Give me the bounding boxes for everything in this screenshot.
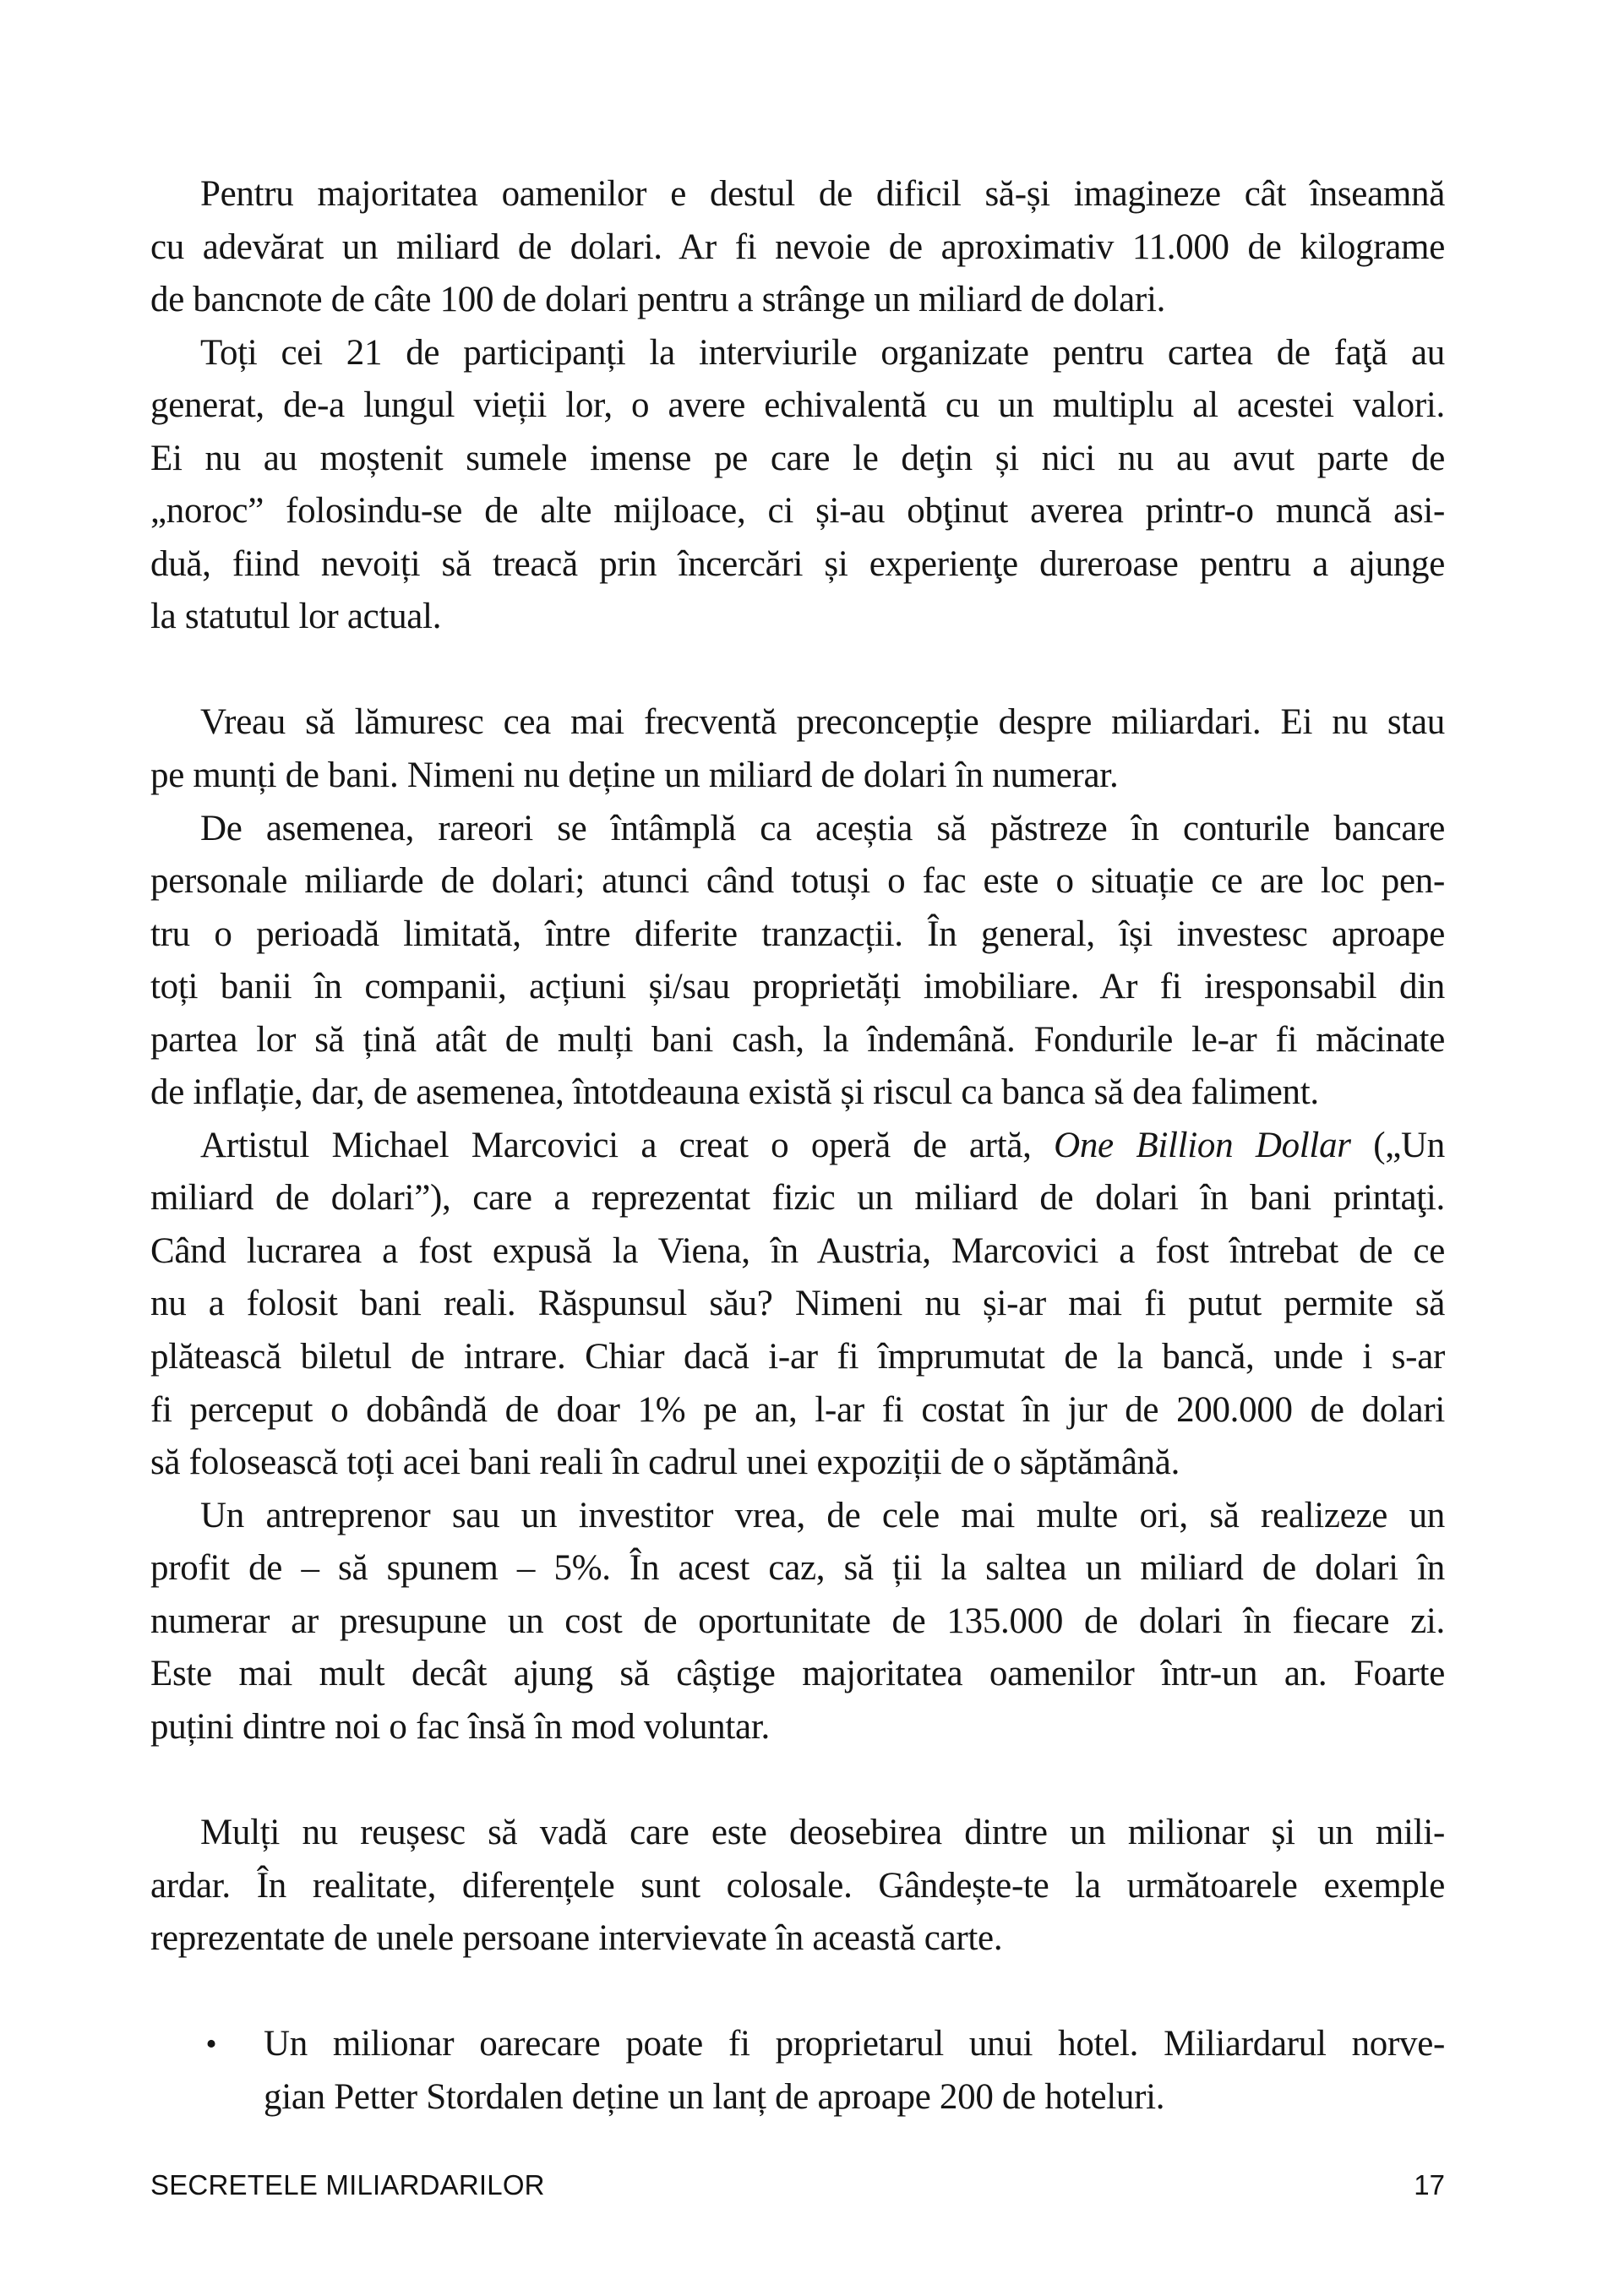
page-footer bbox=[150, 2168, 1445, 2202]
text-line: duă, fiind nevoiți să treacă prin încercări și experienţe dureroase pentru a ajunge bbox=[150, 543, 1445, 584]
text-line: profit de – să spunem – 5%. În acest caz, să ții la saltea un miliard de dolari în bbox=[150, 1548, 1445, 1589]
text-line: Vreau să lămuresc cea mai frecventă preconcepție despre miliardari. Ei nu stau bbox=[200, 702, 1445, 743]
running-title: SECRETELE MILIARDARILOR bbox=[150, 2169, 545, 2201]
paragraph bbox=[150, 696, 1445, 802]
text-line: de bancnote de câte 100 de dolari pentru a strânge un miliard de dolari. bbox=[150, 280, 1166, 320]
text-line: partea lor să țină atât de mulți bani cash, la îndemână. Fondurile le-ar fi măcinate bbox=[150, 1019, 1445, 1060]
section-gap bbox=[150, 1966, 1445, 2019]
text-segment: („Un bbox=[1350, 1125, 1445, 1165]
bullet-list bbox=[150, 2018, 1445, 2124]
text-line: generat, de-a lungul vieții lor, o avere echivalentă cu un multiplu al acestei valori. bbox=[150, 385, 1445, 426]
text-line: toți banii în companii, acțiuni și/sau proprietăți imobiliare. Ar fi iresponsabil din bbox=[150, 967, 1445, 1007]
paragraph bbox=[150, 327, 1445, 644]
paragraph bbox=[150, 803, 1445, 1120]
text-line: De asemenea, rareori se întâmplă ca aceștia să păstreze în conturile bancare bbox=[200, 808, 1445, 848]
text-line: fi perceput o dobândă de doar 1% pe an, l-ar fi costat în jur de 200.000 de dolari bbox=[150, 1389, 1445, 1430]
text-line: Ei nu au moștenit sumele imense pe care le deţin și nici nu au avut parte de bbox=[150, 438, 1445, 478]
text-line: Mulți nu reușesc să vadă care este deosebirea dintre un milionar și un mili- bbox=[200, 1812, 1445, 1852]
text-line: Un antreprenor sau un investitor vrea, de cele mai multe ori, să realizeze un bbox=[200, 1495, 1445, 1535]
list-item bbox=[150, 2018, 1445, 2124]
bullet-icon: • bbox=[205, 2026, 217, 2063]
text-line: să folosească toți acei bani reali în cadrul unei expoziții de o săptămână. bbox=[150, 1442, 1180, 1483]
artwork-title: One Billion Dollar bbox=[1054, 1125, 1351, 1165]
text-line: puțini dintre noi o fac însă în mod voluntar. bbox=[150, 1706, 770, 1747]
text-line bbox=[150, 1120, 1445, 1173]
paragraph bbox=[150, 1120, 1445, 1490]
paragraph bbox=[150, 1807, 1445, 1966]
section-gap bbox=[150, 1753, 1445, 1807]
text-line: de inflație, dar, de asemenea, întotdeauna există și riscul ca banca să dea faliment. bbox=[150, 1072, 1319, 1113]
text-line: Este mai mult decât ajung să câștige majoritatea oamenilor într-un an. Foarte bbox=[150, 1654, 1445, 1694]
body-text bbox=[150, 168, 1445, 2124]
text-line: numerar ar presupune un cost de oportunitate de 135.000 de dolari în fiecare zi. bbox=[150, 1601, 1445, 1641]
text-line: Când lucrarea a fost expusă la Viena, în Austria, Marcovici a fost întrebat de ce bbox=[150, 1230, 1445, 1271]
text-line: cu adevărat un miliard de dolari. Ar fi nevoie de aproximativ 11.000 de kilograme bbox=[150, 226, 1445, 267]
text-segment: Artistul Michael Marcovici a creat o operă de artă, bbox=[200, 1125, 1055, 1165]
text-line: nu a folosit bani reali. Răspunsul său? Nimeni nu și-ar mai fi putut permite să bbox=[150, 1284, 1445, 1324]
text-line: Un milionar oarecare poate fi proprietarul unui hotel. Miliardarul norve- bbox=[264, 2024, 1445, 2064]
text-line: tru o perioadă limitată, între diferite tranzacții. În general, își investesc aproape bbox=[150, 913, 1445, 954]
text-line: reprezentate de unele persoane intervievate în această carte. bbox=[150, 1918, 1003, 1959]
paragraph bbox=[150, 168, 1445, 327]
text-line: Pentru majoritatea oamenilor e destul de dificil să-și imagineze cât înseamnă bbox=[200, 174, 1445, 214]
text-line: „noroc” folosindu-se de alte mijloace, ci și-au obţinut averea printr-o muncă asi- bbox=[150, 491, 1445, 532]
text-line: plătească biletul de intrare. Chiar dacă i-ar fi împrumutat de la bancă, unde i s-ar bbox=[150, 1337, 1445, 1377]
text-line: pe munți de bani. Nimeni nu deține un miliard de dolari în numerar. bbox=[150, 755, 1119, 796]
paragraph bbox=[150, 1490, 1445, 1754]
text-line: la statutul lor actual. bbox=[150, 597, 442, 637]
text-line: ardar. În realitate, diferențele sunt colosale. Gândește-te la următoarele exemple bbox=[150, 1865, 1445, 1906]
section-gap bbox=[150, 644, 1445, 697]
text-line: miliard de dolari”), care a reprezentat fizic un miliard de dolari în bani printaţi. bbox=[150, 1178, 1445, 1219]
page-number: 17 bbox=[1414, 2169, 1445, 2201]
text-line: personale miliarde de dolari; atunci când totuși o fac este o situație ce are loc pen- bbox=[150, 861, 1445, 902]
text-line: gian Petter Stordalen deține un lanț de aproape 200 de hoteluri. bbox=[264, 2076, 1165, 2117]
text-line: Toți cei 21 de participanți la interviurile organizate pentru cartea de faţă au bbox=[200, 332, 1445, 373]
